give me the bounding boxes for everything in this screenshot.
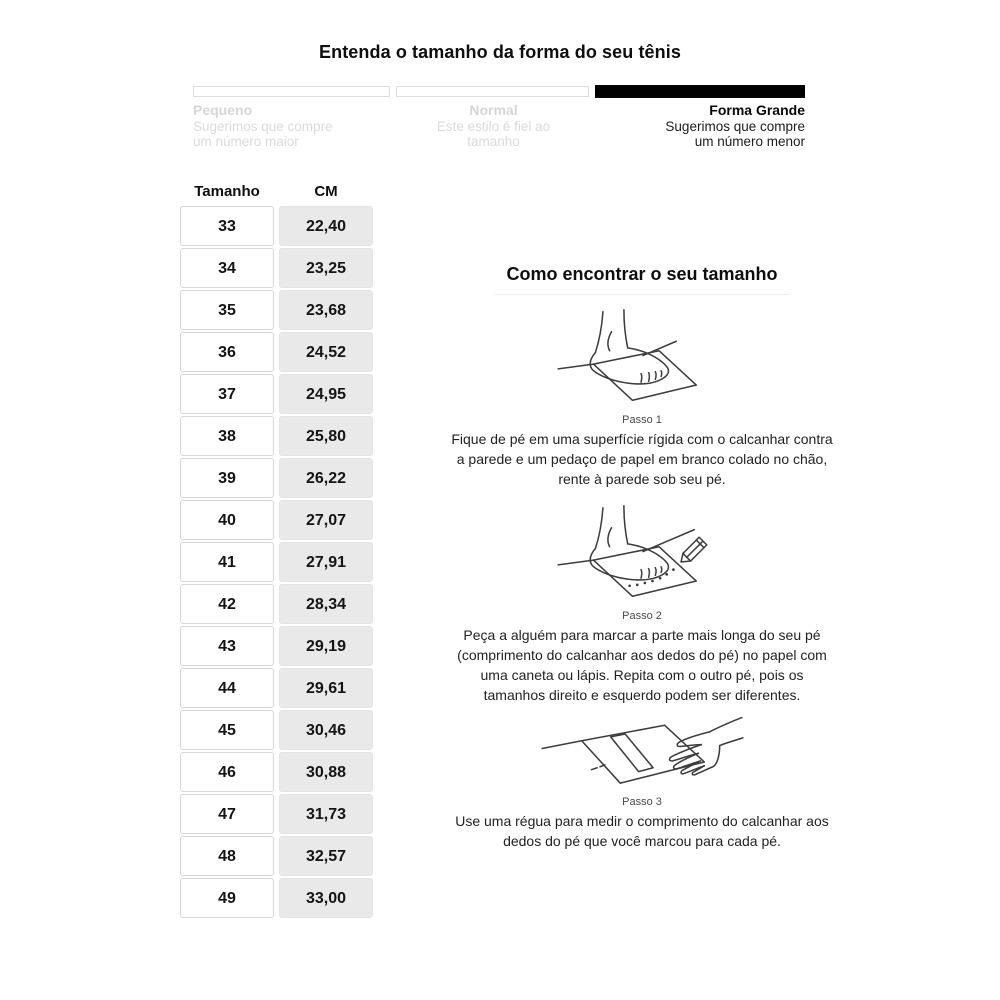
fit-label-small-description: Sugerimos que compre um número maior [193, 118, 333, 149]
fit-label-large-description: Sugerimos que compre um número menor [665, 118, 805, 149]
fit-segment-small [193, 86, 390, 97]
size-table [180, 183, 373, 920]
size-cell: 40 [180, 500, 274, 540]
cm-cell: 27,07 [279, 500, 373, 540]
table-row [180, 290, 373, 330]
table-row [180, 500, 373, 540]
size-cell: 44 [180, 668, 274, 708]
guide-step-1 [450, 306, 834, 489]
size-cell: 49 [180, 878, 274, 918]
cm-cell: 24,95 [279, 374, 373, 414]
size-cell: 43 [180, 626, 274, 666]
cm-column-header: CM [314, 183, 338, 200]
guide-title: Como encontrar o seu tamanho [506, 264, 778, 284]
size-column-header: Tamanho [194, 183, 260, 200]
cm-cell: 27,91 [279, 542, 373, 582]
size-cell: 46 [180, 752, 274, 792]
table-row [180, 626, 373, 666]
size-cell: 34 [180, 248, 274, 288]
fit-label-normal-title: Normal [469, 102, 518, 118]
cm-cell: 22,40 [279, 206, 373, 246]
table-row [180, 458, 373, 498]
size-cell: 35 [180, 290, 274, 330]
size-cell: 39 [180, 458, 274, 498]
cm-cell: 29,19 [279, 626, 373, 666]
table-row [180, 206, 373, 246]
table-row [180, 752, 373, 792]
cm-cell: 29,61 [279, 668, 373, 708]
cm-cell: 23,25 [279, 248, 373, 288]
size-cell: 33 [180, 206, 274, 246]
table-row [180, 248, 373, 288]
size-cell: 37 [180, 374, 274, 414]
foot-pencil-marking-icon [537, 502, 747, 602]
step-3-label: Passo 3 [622, 796, 662, 808]
size-cell: 38 [180, 416, 274, 456]
size-cell: 41 [180, 542, 274, 582]
step-2-label: Passo 2 [622, 610, 662, 622]
cm-cell: 32,57 [279, 836, 373, 876]
table-row [180, 542, 373, 582]
size-cell: 42 [180, 584, 274, 624]
guide-step-2 [450, 502, 834, 705]
table-row [180, 332, 373, 372]
table-row [180, 878, 373, 918]
foot-on-paper-icon [537, 306, 747, 406]
size-table-body [180, 206, 373, 918]
hand-with-ruler-icon [535, 706, 750, 788]
step-1-text: Fique de pé em uma superfície rígida com o calcanhar contra a parede e um pedaço de papel em branco colado no chão, rente à parede sob seu pé. [451, 431, 833, 487]
size-cell: 45 [180, 710, 274, 750]
cm-cell: 30,88 [279, 752, 373, 792]
cm-cell: 30,46 [279, 710, 373, 750]
table-row [180, 710, 373, 750]
size-table-header [180, 183, 373, 200]
table-row [180, 668, 373, 708]
table-row [180, 374, 373, 414]
page-title: Entenda o tamanho da forma do seu tênis [319, 42, 681, 62]
fit-label-small-title: Pequeno [193, 102, 253, 118]
cm-cell: 33,00 [279, 878, 373, 918]
fit-label-normal-description: Este estilo é fiel ao tamanho [436, 118, 551, 149]
cm-cell: 31,73 [279, 794, 373, 834]
cm-cell: 23,68 [279, 290, 373, 330]
cm-cell: 24,52 [279, 332, 373, 372]
guide-step-3 [450, 706, 834, 851]
cm-cell: 26,22 [279, 458, 373, 498]
table-row [180, 584, 373, 624]
size-cell: 48 [180, 836, 274, 876]
step-2-text: Peça a alguém para marcar a parte mais longa do seu pé (comprimento do calcanhar aos dedos do pé) no papel com uma caneta ou lápis. Repita com o outro pé, pois os tamanhos direito e esquerdo podem ser diferentes. [457, 627, 827, 703]
fit-label-large-title: Forma Grande [709, 102, 805, 118]
table-row [180, 836, 373, 876]
step-1-label: Passo 1 [622, 414, 662, 426]
cm-cell: 28,34 [279, 584, 373, 624]
table-row [180, 416, 373, 456]
step-3-text: Use uma régua para medir o comprimento do calcanhar aos dedos do pé que você marcou para cada pé. [455, 813, 829, 849]
size-guide-section [450, 0, 834, 1000]
cm-cell: 25,80 [279, 416, 373, 456]
table-row [180, 794, 373, 834]
size-cell: 47 [180, 794, 274, 834]
fit-label-small [193, 103, 338, 150]
size-cell: 36 [180, 332, 274, 372]
guide-divider [495, 294, 790, 295]
